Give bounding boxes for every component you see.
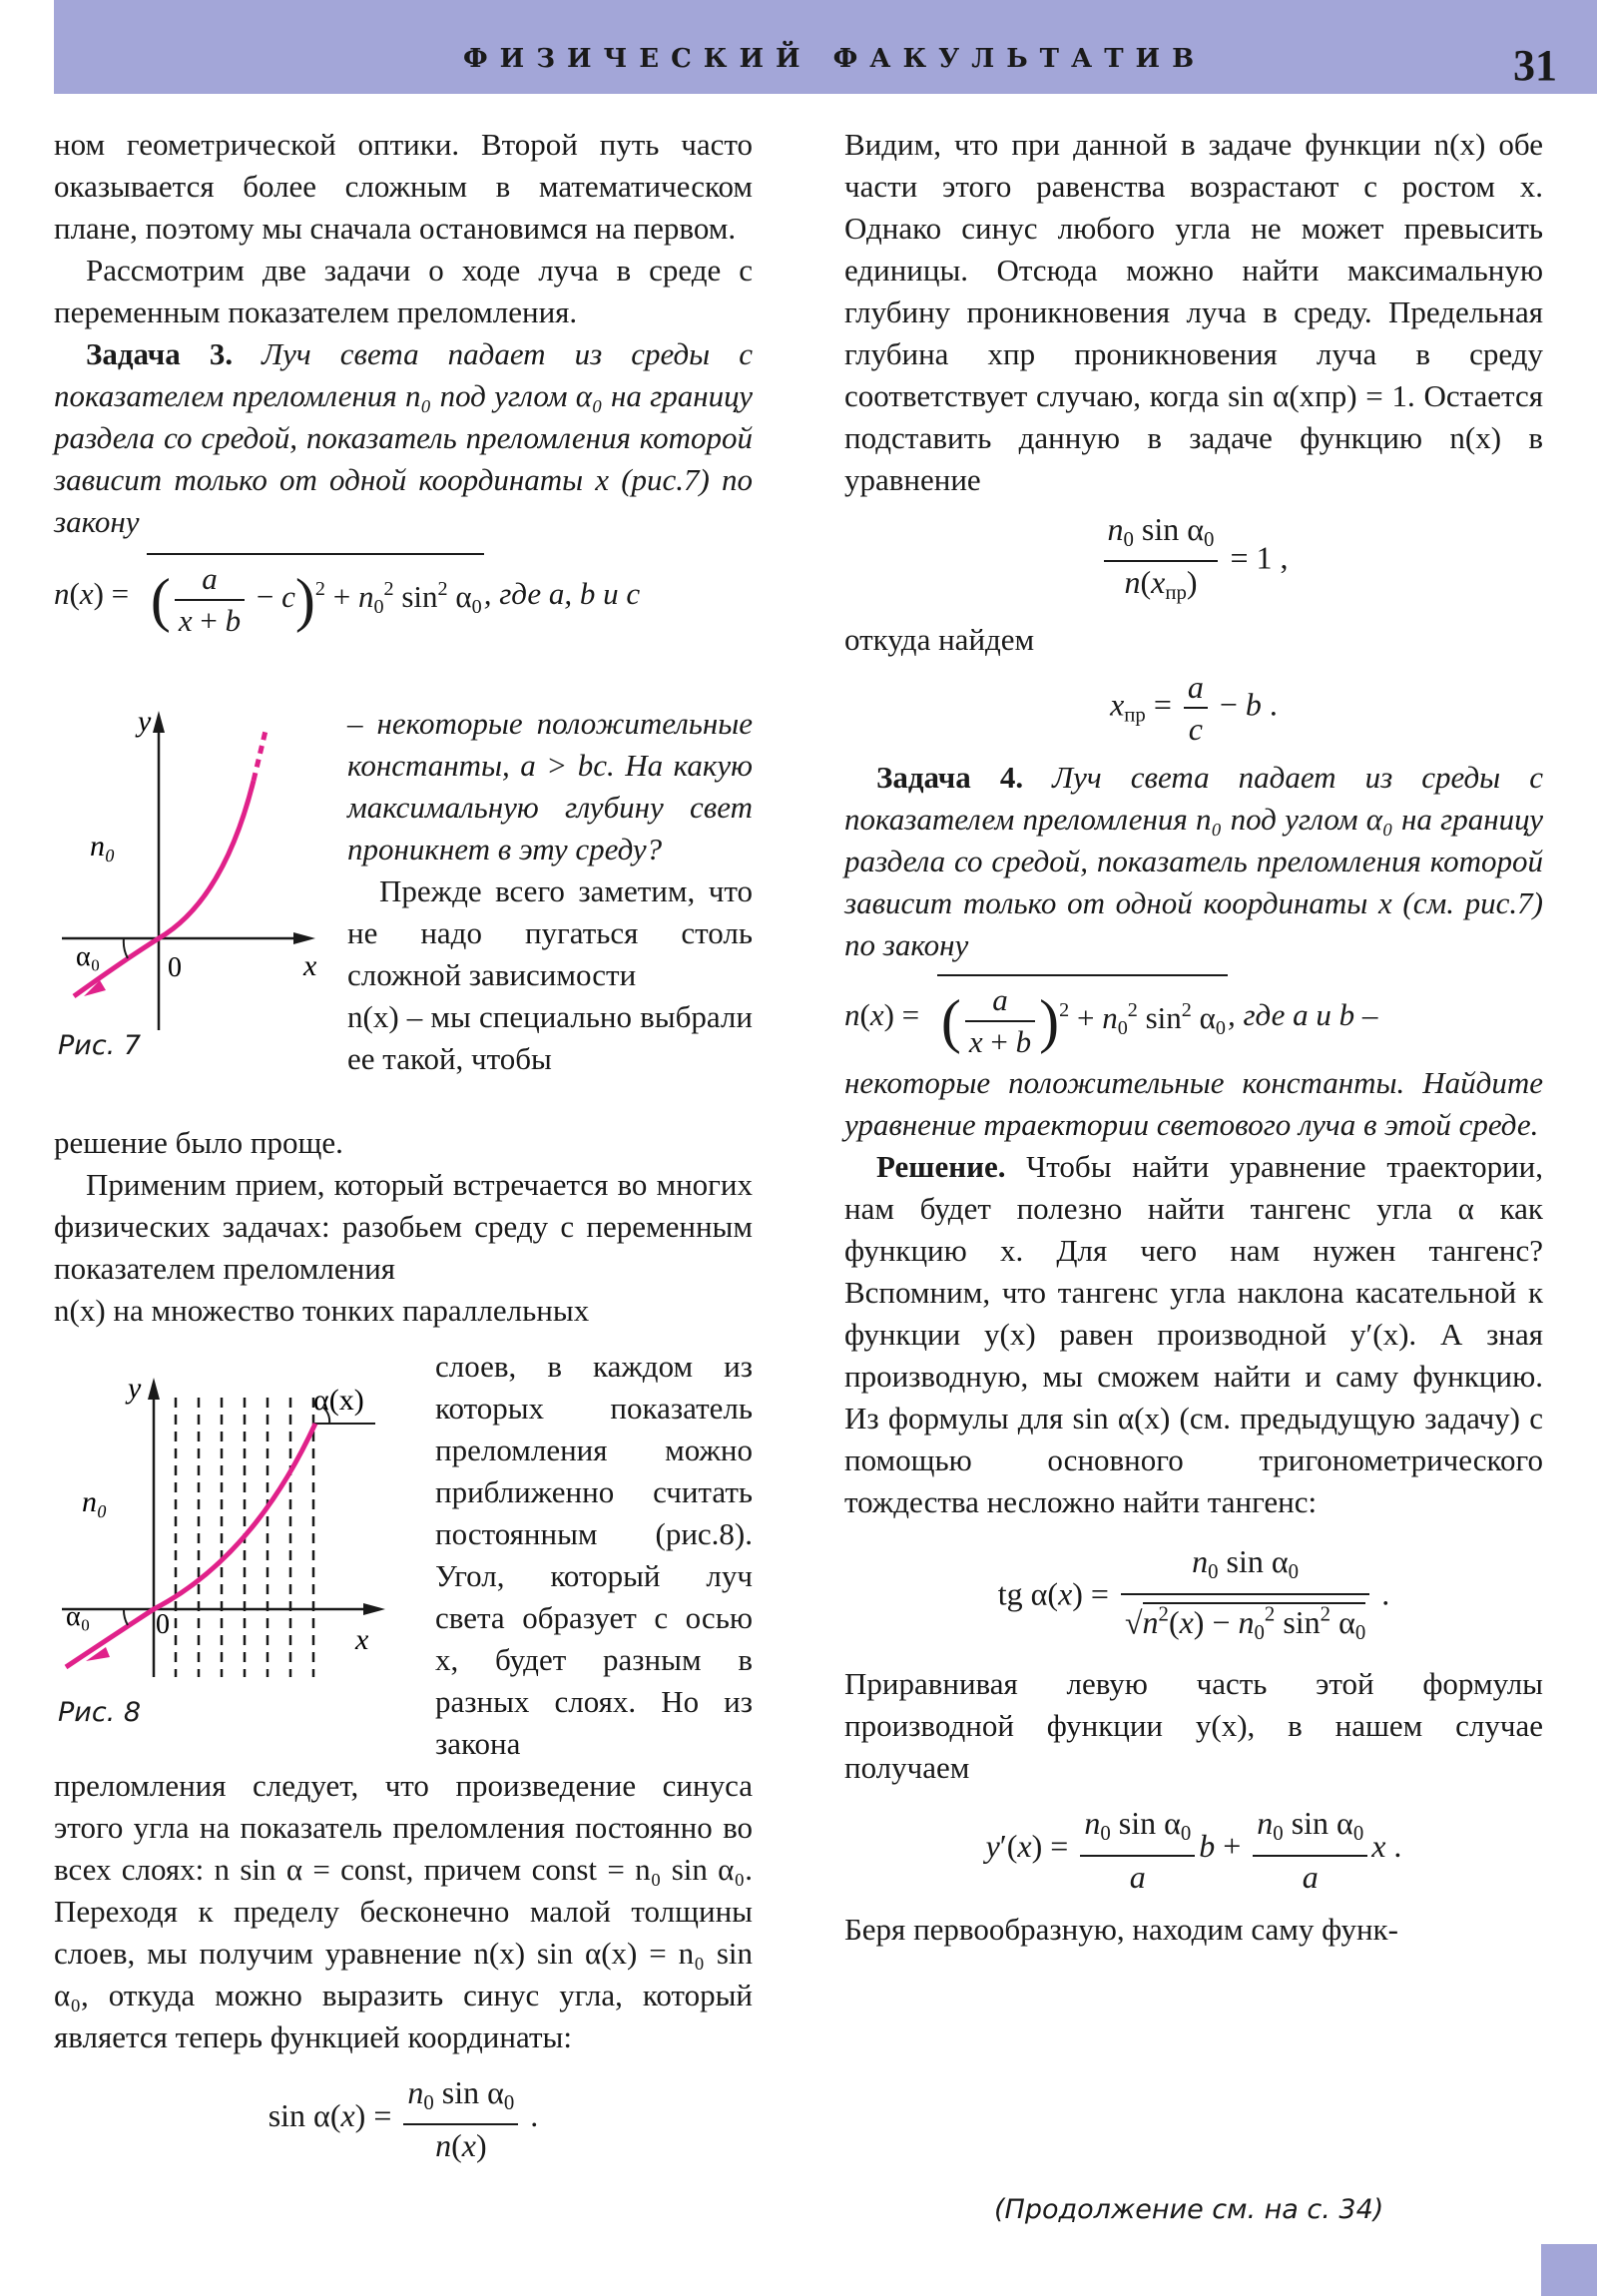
continued-note: (Продолжение см. на с. 34) bbox=[994, 2194, 1384, 2225]
figure-8-graph bbox=[54, 1368, 433, 1697]
n0-label: n₀ bbox=[90, 830, 116, 862]
task3-label: Задача 3. bbox=[86, 336, 234, 371]
header-bar bbox=[54, 0, 1597, 94]
x-axis-arrow bbox=[363, 1603, 385, 1615]
paragraph: слоев, в каждом из которых показатель преломления можно приближенно считать постоянным (рис.8). Угол, который луч света образует с осью x, будет разным в разных слоях. Но из закона bbox=[435, 1349, 753, 1761]
paragraph: откуда найдем bbox=[844, 622, 1035, 658]
alphax-label: α(x) bbox=[313, 1384, 364, 1417]
ray-curve bbox=[74, 781, 254, 996]
origin-label: 0 bbox=[168, 952, 182, 983]
solution-label: Решение. bbox=[876, 1149, 1006, 1185]
y-axis-arrow bbox=[148, 1378, 160, 1400]
derivative-formula: y′(x) = $\frac{n_0 \sin \alpha_0}{a}$ b + $\frac{n_0 \sin \alpha_0}{a}$ x . bbox=[985, 1805, 1402, 1895]
paragraph: n(x) на множество тонких параллельных bbox=[54, 1293, 590, 1328]
x-axis-arrow bbox=[293, 932, 315, 944]
paragraph: Рассмотрим две задачи о ходе луча в среде с переменным показателем преломления. bbox=[54, 253, 753, 329]
y-label: y bbox=[138, 705, 152, 738]
alpha0-label: α₀ bbox=[76, 941, 101, 972]
n0-label: n₀ bbox=[82, 1485, 108, 1518]
paragraph: Прежде всего заметим, что не надо пугаться столь сложной зависимости bbox=[347, 873, 753, 992]
angle-arc bbox=[124, 938, 128, 958]
solution-text: Чтобы найти уравнение траектории, нам будет полезно найти тангенс угла α как функцию x. Для чего нам нужен тангенс? Вспомним, что тангенс угла наклона касательной к функции y(x) равен производной y′(x). А зная производную, мы сможем найти и саму функцию. Из формулы для sin α(x) (см. предыдущую задачу) с помощью основного тригонометрического тождества несложно найти тангенс: bbox=[844, 1149, 1544, 1520]
corner-decoration bbox=[1541, 2244, 1597, 2296]
paragraph: Беря первообразную, находим саму функ- bbox=[844, 1911, 1398, 1947]
y-label: y bbox=[128, 1372, 142, 1405]
max-depth-formula: $x_{пр}$ = $\frac{a}{c}$ − b . bbox=[1110, 669, 1278, 748]
left-column-bottom bbox=[54, 1765, 753, 2165]
figure-8 bbox=[54, 1368, 433, 1747]
solution-paragraph bbox=[844, 1146, 1543, 1523]
layers-wrap-text bbox=[435, 1346, 753, 1765]
task4-formula-tail: , где a и b – bbox=[1227, 997, 1378, 1033]
task4-paragraph bbox=[844, 757, 1543, 966]
ray-curve bbox=[66, 1424, 315, 1667]
task3-formula: n(x) = ( $\frac{a}{x + b}$ − $c)^2 + n_0^2$ $\sin^2 \alpha_0$, где a, b и c bbox=[54, 553, 753, 641]
x-label: x bbox=[355, 1623, 369, 1656]
paragraph: Приравнивая левую часть этой формулы производной функции y(x), в нашем случае получаем bbox=[844, 1666, 1543, 1786]
right-column bbox=[844, 124, 1543, 1951]
depth-equation: $\frac{n_0 \sin \alpha_0}{n(x_{пр})}$ = 1 , bbox=[844, 509, 1543, 613]
task3-wrap-text bbox=[347, 703, 753, 1080]
alpha0-label: α₀ bbox=[66, 1601, 91, 1632]
paragraph: n(x) – мы специально выбрали ее такой, чтобы bbox=[347, 999, 753, 1076]
task4-continuation: некоторые положительные константы. Найдите уравнение траектории светового луча в этой среде. bbox=[844, 1065, 1543, 1143]
x-label: x bbox=[303, 949, 317, 982]
task3-paragraph bbox=[54, 333, 753, 543]
angle-arc bbox=[124, 1609, 128, 1625]
sin-alpha-formula: sin α(x) = $\frac{n_0 \sin \alpha_0}{n(x)}$ . bbox=[267, 2074, 539, 2164]
task3-formula-tail: , где a, b и c bbox=[483, 576, 641, 612]
paragraph: решение было проще. bbox=[54, 1125, 343, 1160]
tangent-formula: tg α(x) = $\frac{n_0 \sin \alpha_0}{√n^2(x) - n_0^2 \sin^2 \alpha_0}$ . bbox=[997, 1543, 1390, 1645]
ray-curve-continuation bbox=[254, 731, 266, 781]
left-column-top bbox=[54, 124, 753, 641]
y-axis-arrow bbox=[153, 711, 165, 733]
journal-section-title: ФИЗИЧЕСКИЙ ФАКУЛЬТАТИВ bbox=[463, 44, 1207, 74]
task3-continuation: – некоторые положительные константы, a > bc. На какую максимальную глубину свет проникнет в эту среду? bbox=[347, 706, 753, 866]
figure-7 bbox=[54, 701, 343, 1080]
task4-label: Задача 4. bbox=[876, 760, 1024, 796]
task3-text: Луч света падает из среды с показателем преломления n₀ под углом α₀ на границу раздела со средой, показатель преломления которой зависит только от одной координаты x (рис.7) по закону bbox=[54, 336, 753, 539]
figure-7-graph bbox=[54, 701, 343, 1030]
paragraph: Видим, что при данной в задаче функции n(x) обе части этого равенства возрастают с ростом x. Однако синус любого угла не может превысить единицы. Отсюда можно найти максимальную глубину проникновения луча в среду. Предельная глубина xпр проникновения луча в среду соответствует случаю, когда sin α(xпр) = 1. Остается подставить данную в задаче функцию n(x) в уравнение bbox=[844, 127, 1543, 497]
paragraph: ном геометрической оптики. Второй путь часто оказывается более сложным в математическом плане, поэтому мы сначала остановимся на первом. bbox=[54, 127, 753, 246]
paragraph: Применим прием, который встречается во многих физических задачах: разобьем среду с переменным показателем преломления bbox=[54, 1167, 753, 1286]
task4-formula: n(x) = ( $\frac{a}{x + b}$ )$^2 + n_0^2$ $\sin^2 \alpha_0$, где a и b – bbox=[844, 974, 1543, 1062]
origin-label: 0 bbox=[156, 1609, 170, 1640]
paragraph: преломления следует, что произведение синуса этого угла на показатель преломления постоянно во всех слоях: n sin α = const, причем const = n₀ sin α₀. Переходя к пределу бесконечно малой толщины слоев, мы получим уравнение n(x) sin α(x) = n₀ sin α₀, откуда можно выразить синус угла, который является теперь функцией координаты: bbox=[54, 1768, 753, 2054]
page-number: 31 bbox=[1513, 41, 1557, 90]
left-column-middle bbox=[54, 1122, 753, 1332]
figure-8-caption: Рис. 8 bbox=[58, 1697, 142, 1728]
figure-7-caption: Рис. 7 bbox=[58, 1030, 142, 1061]
task4-text: Луч света падает из среды с показателем преломления n₀ под углом α₀ на границу раздела со средой, показатель преломления которой зависит только от одной координаты x (см. рис.7) по закону bbox=[844, 760, 1543, 963]
